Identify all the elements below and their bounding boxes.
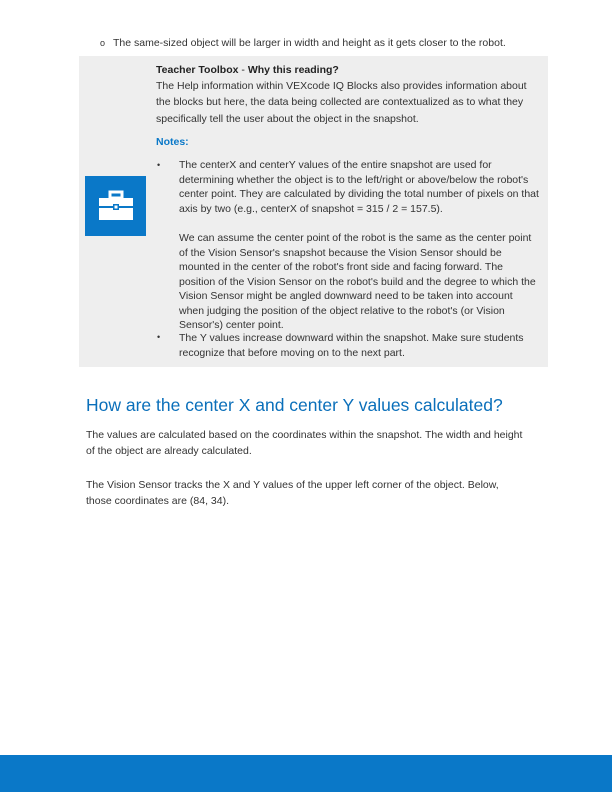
sub-bullet-text: The same-sized object will be larger in width and height as it gets closer to the robot. (113, 37, 506, 49)
bullet-dot: • (157, 332, 161, 342)
toolbox-title-separator: - (238, 64, 248, 76)
body-paragraph-2: The Vision Sensor tracks the X and Y values of the upper left corner of the object. Below, those coordinates are (84, 34). (86, 479, 499, 507)
notes-label: Notes: (156, 136, 189, 148)
toolbox-title-rest: Why this reading? (247, 64, 339, 76)
note-y-values: The Y values increase downward within the snapshot. Make sure students recognize that before moving on to the next part. (179, 332, 524, 359)
sub-bullet-item (100, 37, 506, 49)
bullet-dot: • (157, 160, 161, 170)
section-heading: How are the center X and center Y values calculated? (86, 395, 503, 415)
toolbox-paragraph: The Help information within VEXcode IQ Blocks also provides information about the blocks but here, the data being collected are contextualized as to what they specifically tell the user about the object in the snapshot. (156, 80, 527, 125)
teacher-toolbox-panel (79, 56, 548, 367)
briefcase-icon (85, 176, 146, 236)
body-paragraph-1: The values are calculated based on the coordinates within the snapshot. The width and height of the object are already calculated. (86, 429, 523, 457)
footer-bar (0, 755, 612, 792)
sub-bullet-marker: o (100, 38, 106, 48)
toolbox-title-bold: Teacher Toolbox (156, 64, 239, 76)
toolbox-title (156, 64, 339, 76)
note-robot-center: We can assume the center point of the robot is the same as the center point of the Vision Sensor's snapshot because the Vision Sensor should be mounted in the center of the robot's front side and facing forward. The position of the Vision Sensor on the robot's build and the degree to which the Vision Sensor might be angled downward need to be taken into account when judging the position of the object relative to the robot's (or Vision Sensor's) center point. (179, 232, 536, 331)
note-center-values: The centerX and centerY values of the entire snapshot are used for determining whether the object is to the left/right or above/below the robot's center point. They are calculated by dividing the total number of pixels on that axis by two (e.g., centerX of snapshot = 315 / 2 = 157.5). (179, 159, 539, 215)
